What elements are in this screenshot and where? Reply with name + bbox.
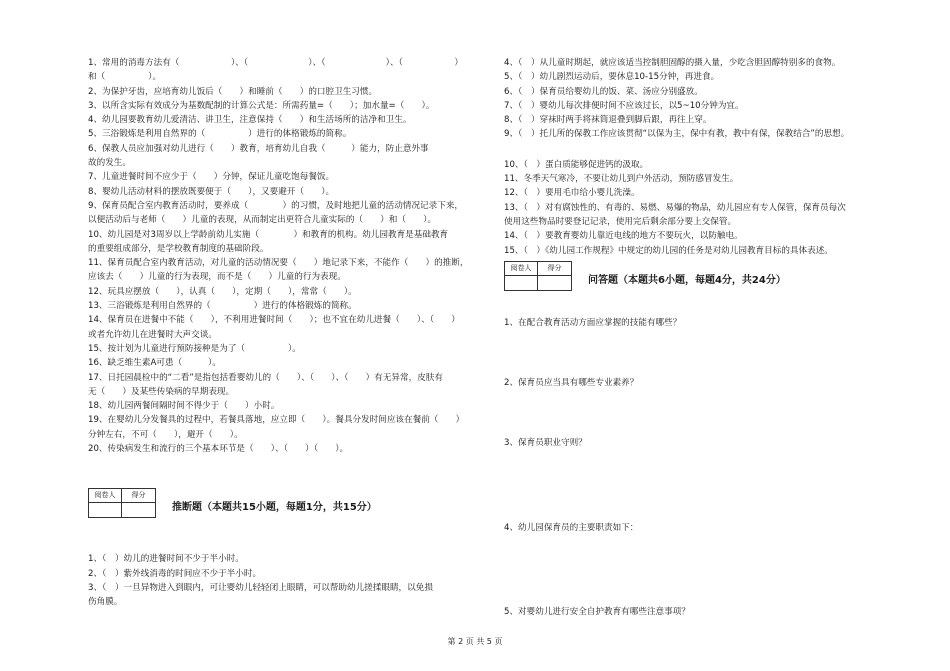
qa-question: 3、保育员职业守则？ bbox=[504, 438, 587, 449]
question-item bbox=[88, 127, 490, 141]
answer-space[interactable] bbox=[504, 535, 864, 605]
page-footer: 第 2 页 共 5 页 bbox=[447, 637, 503, 646]
question-item bbox=[88, 113, 490, 127]
right-column bbox=[504, 56, 864, 619]
score-row-judgement bbox=[88, 488, 490, 518]
question-line: 7、（ ）婴幼儿每次排便时间不应该过长，以5~10分钟为宜。 bbox=[504, 100, 744, 111]
score-box bbox=[88, 488, 156, 518]
question-line: 9、（ ）托儿所的保教工作应该贯彻“以保为主，保中有教，教中有保，保教结合”的思想。 bbox=[504, 129, 850, 140]
question-line: 8、婴幼儿活动材料的摆放既要便于（ ），又要避开（ ）。 bbox=[88, 186, 335, 197]
question-item bbox=[88, 170, 490, 184]
question-line: 的重要组成部分，是学校教育制度的基础阶段。 bbox=[88, 243, 269, 254]
section-title-qa: 问答题（本题共6小题，每题4分，共24分） bbox=[588, 274, 786, 286]
question-line: 20、传染病发生和流行的三个基本环节是（ ）、（ ）（ ）。 bbox=[88, 444, 349, 455]
question-line: 和（ ）。 bbox=[88, 72, 162, 83]
question-item bbox=[88, 228, 490, 257]
question-line: 或者允许幼儿在进餐时大声交谈。 bbox=[88, 329, 217, 340]
question-item bbox=[88, 399, 490, 413]
question-item bbox=[504, 186, 864, 200]
question-item bbox=[504, 56, 864, 70]
question-line: 15、（ ）《幼儿园工作规程》中规定的幼儿园的任务是对幼儿园教育目标的具体表述。 bbox=[504, 245, 833, 256]
question-item bbox=[88, 567, 490, 581]
question-item bbox=[88, 581, 490, 610]
question-item bbox=[88, 299, 490, 313]
question-line: 18、幼儿园两餐间隔时间不得少于（ ）小时。 bbox=[88, 401, 280, 412]
question-item bbox=[504, 70, 864, 84]
question-item bbox=[504, 229, 864, 243]
question-line: 15、按计划为儿童进行预防接种是为了（ ）。 bbox=[88, 343, 301, 354]
score-row-qa bbox=[504, 261, 864, 291]
answer-space[interactable] bbox=[504, 330, 864, 376]
question-line: 6、（ ）保育员给婴幼儿的饭、菜、汤应分别盛放。 bbox=[504, 86, 703, 97]
question-line: 10、（ ）蛋白质能够促进钙的汲取。 bbox=[504, 159, 649, 170]
score-label: 得分 bbox=[538, 262, 571, 276]
question-line: 使用这些物品时要登记记录，使用完后剩余部分要上交保管。 bbox=[504, 216, 737, 227]
question-line: 4、幼儿园要教育幼儿爱清洁、讲卫生，注意保持（ ）和生活场所的洁净和卫生。 bbox=[88, 115, 412, 126]
question-line: 无（ ）及某些传染病的早期表现。 bbox=[88, 386, 235, 397]
question-line: 5、（ ）幼儿剧烈运动后，要休息10-15分钟，再进食。 bbox=[504, 72, 720, 83]
answer-space[interactable] bbox=[504, 390, 864, 436]
question-line: 17、日托园晨检中的“二看”是指包括看婴幼儿的（ ）、（ ）、（ ）有无异常，皮肤有 bbox=[88, 372, 443, 383]
question-item bbox=[88, 371, 490, 400]
qa-question: 2、保育员应当具有哪些专业素养？ bbox=[504, 378, 639, 389]
judgement-items-right-a bbox=[504, 56, 864, 142]
question-line: 应该去（ ）儿童的行为表现，而不是（ ）儿童的行为表现。 bbox=[88, 272, 346, 283]
question-item bbox=[88, 442, 490, 456]
question-line: 11、保育员配合室内教育活动，对儿童的活动情况要（ ）地记录下来，不能作（ ）的推断， bbox=[88, 258, 469, 269]
grader-label: 阅卷人 bbox=[505, 262, 538, 276]
question-line: 伤角膜。 bbox=[88, 597, 123, 608]
qa-question: 1、在配合教育活动方面应掌握的技能有哪些？ bbox=[504, 317, 682, 328]
question-item bbox=[88, 285, 490, 299]
question-item bbox=[88, 413, 490, 442]
question-line: 1、（ ）幼儿的进餐时间不少于半小时。 bbox=[88, 554, 244, 565]
question-item bbox=[504, 99, 864, 113]
answer-space[interactable] bbox=[504, 451, 864, 521]
question-line: 12、玩具应摆放（ ），认真（ ），定期（ ），常常（ ）。 bbox=[88, 286, 357, 297]
question-item bbox=[88, 313, 490, 342]
section-title-judgement: 推断题（本题共15小题，每题1分，共15分） bbox=[172, 502, 377, 514]
question-item bbox=[88, 199, 490, 228]
question-line: 9、保育员配合室内教育活动时，要养成（ ）的习惯，及时地把儿童的活动情况记录下来， bbox=[88, 200, 464, 211]
question-line: 分钟左右，不可（ ），避开（ ）。 bbox=[88, 429, 243, 440]
question-line: 2、（ ）紫外线消毒的时间应不少于半小时。 bbox=[88, 568, 262, 579]
question-item bbox=[88, 56, 490, 85]
question-item bbox=[504, 244, 864, 258]
judgement-items-left bbox=[88, 552, 490, 609]
question-line: 4、（ ）从儿童时期起，就应该适当控制胆固醇的摄入量，少吃含胆固醇特别多的食物。 bbox=[504, 58, 841, 68]
qa-question: 4、幼儿园保育员的主要职责如下： bbox=[504, 522, 639, 533]
question-line: 5、三浴锻炼是利用自然界的（ ）进行的体格锻炼的简称。 bbox=[88, 129, 352, 140]
grader-label: 阅卷人 bbox=[89, 489, 122, 503]
question-item bbox=[88, 552, 490, 566]
question-item bbox=[504, 201, 864, 230]
question-item bbox=[88, 85, 490, 99]
question-item bbox=[88, 99, 490, 113]
question-line: 3、以所含实际有效成分为基数配制的计算公式是：所需药量=（ ）；加水量=（ ）。 bbox=[88, 100, 435, 111]
question-line: 1、常用的消毒方法有（ ）、（ ）、（ ）、（ ） bbox=[88, 58, 463, 68]
question-item bbox=[504, 158, 864, 172]
grader-cell[interactable] bbox=[89, 503, 122, 517]
question-line: 7、儿童进餐时间不应少于（ ）分钟，保证儿童吃饱每餐饭。 bbox=[88, 172, 335, 183]
question-item bbox=[88, 356, 490, 370]
score-cell[interactable] bbox=[122, 503, 155, 517]
question-line: 14、（ ）要教育婴幼儿靠近电线的地方不要玩火，以防触电。 bbox=[504, 231, 743, 242]
question-line: 14、保育员在进餐中不能（ ），不利用进餐时间（ ）；也不宜在幼儿进餐（ ）、（ ） bbox=[88, 315, 460, 326]
question-line: 以便活动后与老师（ ）儿童的表现，从而制定出更符合儿童实际的（ ）和（ ）。 bbox=[88, 215, 437, 226]
question-item bbox=[504, 85, 864, 99]
question-line: 故的发生。 bbox=[88, 158, 131, 169]
question-line: 10、幼儿园是对3周岁以上学龄前幼儿实施（ ）和教育的机构。幼儿园教育是基础教育 bbox=[88, 229, 449, 240]
score-label: 得分 bbox=[122, 489, 155, 503]
question-line: 2、为保护牙齿，应培育幼儿饭后（ ）和睡前（ ）的口腔卫生习惯。 bbox=[88, 86, 378, 97]
qa-items bbox=[504, 316, 864, 619]
question-item bbox=[504, 113, 864, 127]
question-line: 19、在婴幼儿分发餐具的过程中，若餐具落地，应立即（ ）。餐具分发时间应该在餐前（ ） bbox=[88, 415, 465, 426]
question-item bbox=[88, 256, 490, 285]
question-line: 3、（ ）一旦异物进入到眼内，可让婴幼儿轻轻闭上眼睛，可以帮助幼儿搓揉眼睛，以免损 bbox=[88, 582, 433, 593]
grader-cell[interactable] bbox=[505, 276, 538, 290]
question-line: 11、冬季天气寒冷，不要让幼儿到户外活动，预防感冒发生。 bbox=[504, 174, 739, 185]
question-line: 12、（ ）要用毛巾给小婴儿洗澡。 bbox=[504, 188, 640, 199]
question-item bbox=[88, 342, 490, 356]
left-column bbox=[88, 56, 490, 610]
question-item bbox=[504, 172, 864, 186]
question-item bbox=[504, 127, 864, 141]
score-cell[interactable] bbox=[538, 276, 571, 290]
fill-in-section bbox=[88, 56, 490, 456]
question-line: 8、（ ）穿袜时两手将袜筒退叠到脚后跟，再往上穿。 bbox=[504, 115, 712, 126]
question-line: 13、三浴锻炼是利用自然界的（ ）进行的体格锻炼的简称。 bbox=[88, 301, 357, 312]
score-box bbox=[504, 261, 572, 291]
question-line: 6、保教人员应加强对幼儿进行（ ）教育，培育幼儿自我（ ）能力，防止意外事 bbox=[88, 143, 429, 154]
question-item bbox=[88, 185, 490, 199]
question-line: 16、缺乏维生素A可患（ ）。 bbox=[88, 358, 221, 369]
judgement-items-right-b bbox=[504, 158, 864, 258]
question-item bbox=[88, 142, 490, 171]
qa-question: 5、对婴幼儿进行安全自护教育有哪些注意事项？ bbox=[504, 607, 690, 618]
question-line: 13、（ ）对有腐蚀性的、有毒的、易燃、易爆的物品，幼儿园应有专人保管，保育员每次 bbox=[504, 202, 846, 213]
